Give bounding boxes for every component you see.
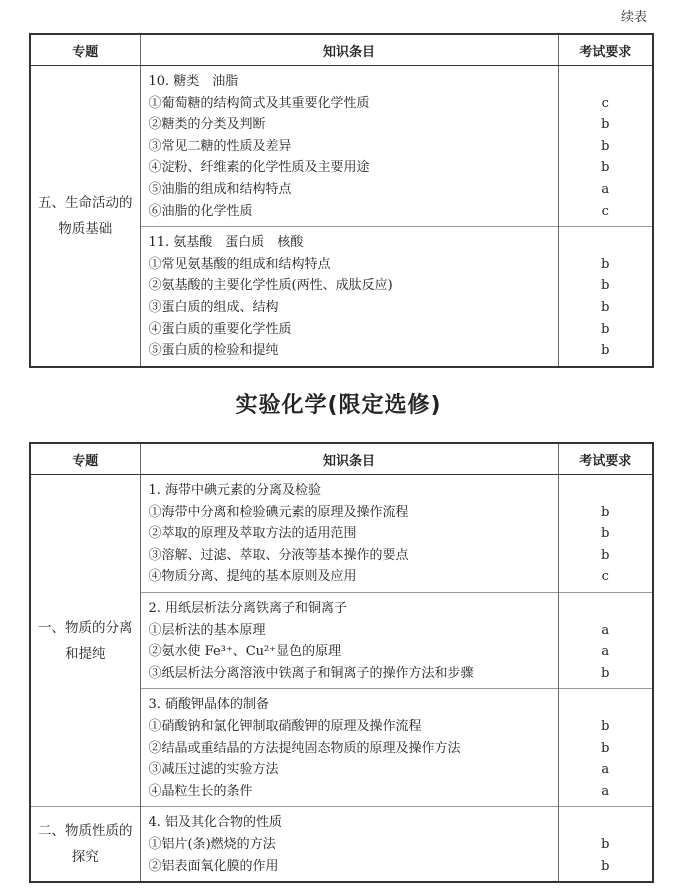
topic-cell: 一、物质的分离和提纯 — [30, 475, 140, 807]
knowledge-item: ②萃取的原理及萃取方法的适用范围 — [148, 526, 357, 542]
header-items: 知识条目 — [140, 34, 558, 66]
knowledge-item: ⑥油脂的化学性质 — [148, 203, 253, 219]
exam-grade: b — [601, 138, 610, 154]
header-topic: 专题 — [30, 34, 140, 66]
exam-grade: a — [601, 783, 610, 799]
knowledge-item: ③蛋白质的组成、结构 — [148, 299, 279, 315]
grade-blank — [559, 480, 653, 502]
knowledge-table-1 — [29, 33, 654, 368]
items-cell — [140, 475, 558, 593]
knowledge-item: ③常见二糖的性质及差异 — [148, 138, 292, 154]
knowledge-item: ①常见氨基酸的组成和结构特点 — [148, 256, 331, 272]
grade-cell — [558, 689, 653, 807]
knowledge-item: ①海带中分离和检验碘元素的原理及操作流程 — [148, 504, 409, 520]
knowledge-item: ①硝酸钠和氯化钾制取硝酸钾的原理及操作流程 — [148, 718, 422, 734]
items-cell — [140, 807, 558, 882]
items-cell — [140, 592, 558, 688]
grade-cell — [558, 227, 653, 367]
exam-grade: b — [601, 858, 610, 874]
grade-cell — [558, 592, 653, 688]
grade-blank — [559, 71, 653, 93]
header-topic: 专题 — [30, 443, 140, 475]
knowledge-item: ②糖类的分类及判断 — [148, 117, 266, 133]
knowledge-item: ④物质分离、提纯的基本原则及应用 — [148, 569, 357, 585]
exam-grade: b — [601, 836, 610, 852]
exam-grade: b — [601, 547, 610, 563]
exam-grade: b — [601, 278, 610, 294]
knowledge-item: ②结晶或重结晶的方法提纯固态物质的原理及操作方法 — [148, 740, 461, 756]
knowledge-table-2 — [29, 442, 654, 883]
exam-grade: c — [601, 203, 609, 219]
continued-label: 续表 — [620, 10, 647, 25]
knowledge-item: ①铝片(条)燃烧的方法 — [148, 836, 276, 852]
grade-blank — [559, 232, 653, 254]
exam-grade: a — [601, 762, 610, 778]
topic-cell: 五、生命活动的物质基础 — [30, 66, 140, 367]
knowledge-item: ④淀粉、纤维素的化学性质及主要用途 — [148, 160, 370, 176]
table-row — [30, 475, 653, 593]
exam-grade: b — [601, 665, 610, 681]
topic-cell: 二、物质性质的探究 — [30, 807, 140, 882]
grade-blank — [559, 812, 653, 834]
exam-grade: b — [601, 321, 610, 337]
knowledge-item: ②氨水使 Fe³⁺、Cu²⁺显色的原理 — [148, 644, 342, 660]
exam-grade: b — [601, 117, 610, 133]
knowledge-item: ②铝表面氧化膜的作用 — [148, 858, 279, 874]
items-cell — [140, 227, 558, 367]
exam-grade: b — [601, 160, 610, 176]
exam-grade: c — [601, 569, 609, 585]
grade-cell — [558, 66, 653, 227]
exam-grade: a — [601, 181, 610, 197]
item-heading: 2. 用纸层析法分离铁离子和铜离子 — [148, 600, 348, 616]
section-title: 实验化学(限定选修) — [235, 393, 442, 418]
header-grade: 考试要求 — [558, 34, 653, 66]
item-heading: 1. 海带中碘元素的分离及检验 — [148, 483, 322, 498]
exam-grade: b — [601, 343, 610, 359]
exam-grade: c — [601, 95, 609, 111]
knowledge-item: ②氨基酸的主要化学性质(两性、成肽反应) — [148, 278, 393, 294]
exam-grade: b — [601, 718, 610, 734]
items-cell — [140, 689, 558, 807]
grade-cell — [558, 475, 653, 593]
knowledge-item: ③减压过滤的实验方法 — [148, 762, 279, 778]
knowledge-item: ⑤油脂的组成和结构特点 — [148, 181, 292, 197]
knowledge-item: ⑤蛋白质的检验和提纯 — [148, 343, 279, 359]
grade-blank — [559, 598, 653, 620]
table-row — [30, 66, 653, 227]
table-row — [30, 807, 653, 882]
knowledge-item: ①层析法的基本原理 — [148, 622, 266, 638]
exam-grade: a — [601, 622, 610, 638]
exam-grade: b — [601, 740, 610, 756]
item-heading: 11. 氨基酸 蛋白质 核酸 — [148, 235, 304, 251]
item-heading: 10. 糖类 油脂 — [148, 74, 239, 89]
header-items: 知识条目 — [140, 443, 558, 475]
exam-grade: b — [601, 256, 610, 272]
grade-cell — [558, 807, 653, 882]
grade-blank — [559, 694, 653, 716]
item-heading: 3. 硝酸钾晶体的制备 — [148, 697, 270, 713]
exam-grade: a — [601, 644, 610, 660]
header-grade: 考试要求 — [558, 443, 653, 475]
exam-grade: b — [601, 526, 610, 542]
knowledge-item: ①葡萄糖的结构简式及其重要化学性质 — [148, 95, 370, 111]
knowledge-item: ④晶粒生长的条件 — [148, 783, 253, 799]
knowledge-item: ③纸层析法分离溶液中铁离子和铜离子的操作方法和步骤 — [148, 665, 474, 681]
items-cell — [140, 66, 558, 227]
exam-grade: b — [601, 504, 610, 520]
knowledge-item: ③溶解、过滤、萃取、分液等基本操作的要点 — [148, 547, 409, 563]
item-heading: 4. 铝及其化合物的性质 — [148, 815, 283, 831]
exam-grade: b — [601, 299, 610, 315]
knowledge-item: ④蛋白质的重要化学性质 — [148, 321, 292, 337]
